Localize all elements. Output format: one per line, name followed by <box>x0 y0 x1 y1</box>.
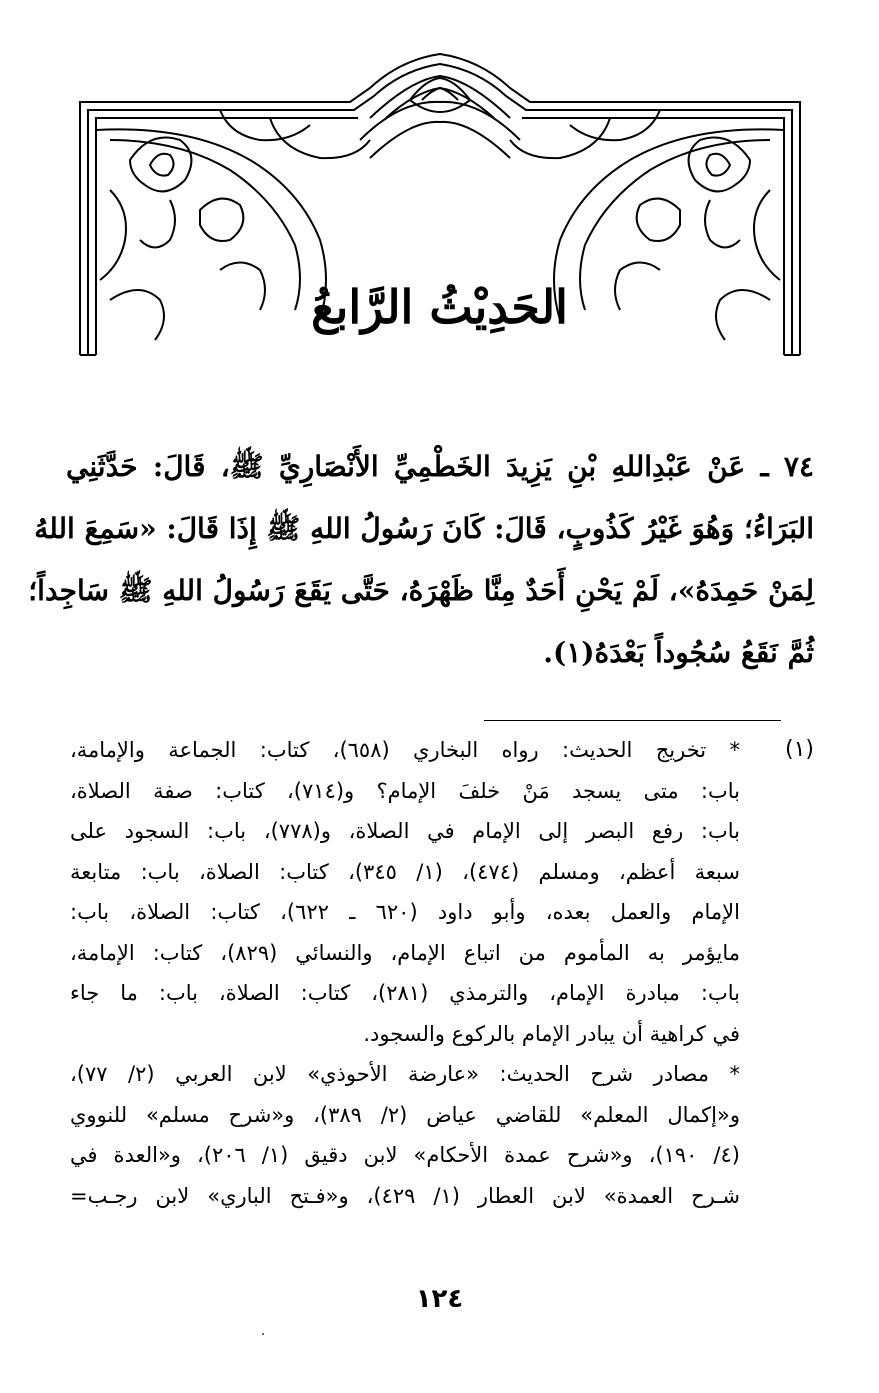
footnotes <box>70 730 740 1216</box>
hadith-text <box>28 436 814 684</box>
footnote-line: سبعة أعظم، ومسلم (٤٧٤)، (١/ ٣٤٥)، كتاب: الصلاة، باب: متابعة <box>70 859 740 884</box>
hadith-line: البَرَاءُ؛ وَهُوَ غَيْرُ كَذُوبٍ، قَالَ: كَانَ رَسُولُ اللهِ ﷺ إِذَا قَالَ: «سَمِعَ اللهُ <box>34 512 814 545</box>
hadith-line: لِمَنْ حَمِدَهُ»، لَمْ يَحْنِ أَحَدٌ مِنَّا ظَهْرَهُ، حَتَّى يَقَعَ رَسُولُ اللهِ ﷺ سَاجِداً؛ <box>28 574 814 607</box>
footnote-line: و«إكمال المعلم» للقاضي عياض (٢/ ٣٨٩)، و«شرح مسلم» للنووي <box>70 1102 740 1127</box>
footnote-marker: (١) <box>784 737 814 762</box>
footnote-line: باب: متى يسجد مَنْ خلفَ الإمام؟ و(٧١٤)، كتاب: صفة الصلاة، <box>70 778 741 803</box>
footnote-line: باب: مبادرة الإمام، والترمذي (٢٨١)، كتاب: الصلاة، باب: ما جاء <box>70 981 740 1005</box>
page-number: ١٢٤ <box>415 1284 464 1314</box>
footnote-line: باب: رفع البصر إلى الإمام في الصلاة، و(٧٧٨)، باب: السجود على <box>70 819 740 843</box>
footnote-line: شـرح العمدة» لابن العطار (١/ ٤٢٩)، و«فـتح الباري» لابن رجـب= <box>70 1183 740 1208</box>
footnote-line: الإمام والعمل بعده، وأبو داود (٦٢٠ ـ ٦٢٢)، كتاب: الصلاة، باب: <box>70 900 740 924</box>
footnote-separator <box>484 720 781 721</box>
hadith-line: ثُمَّ نَقَعُ سُجُوداً بَعْدَهُ(١). <box>543 636 814 669</box>
footnote-line: في كراهية أن يبادر الإمام بالركوع والسجود. <box>363 1021 740 1046</box>
hadith-line: ٧٤ ـ عَنْ عَبْدِاللهِ بْنِ يَزِيدَ الخَطْمِيِّ الأَنْصَارِيِّ ﷺ، قَالَ: حَدَّثَنِي <box>66 450 814 483</box>
footnote-line: * مصادر شرح الحديث: «عارضة الأحوذي» لابن العربي (٢/ ٧٧)، <box>70 1062 740 1086</box>
footnote-line: (٤/ ١٩٠)، و«شرح عمدة الأحكام» لابن دقيق (١/ ٢٠٦)، و«العدة في <box>70 1143 740 1167</box>
scan-speck <box>262 1333 264 1335</box>
chapter-title: الحَدِيْثُ الرَّابعُ <box>311 280 568 334</box>
footnote-line: مايؤمر به المأموم من اتباع الإمام، والنسائي (٨٢٩)، كتاب: الإمامة، <box>70 940 740 965</box>
footnote-line: * تخريج الحديث: رواه البخاري (٦٥٨)، كتاب: الجماعة والإمامة، <box>70 738 740 762</box>
